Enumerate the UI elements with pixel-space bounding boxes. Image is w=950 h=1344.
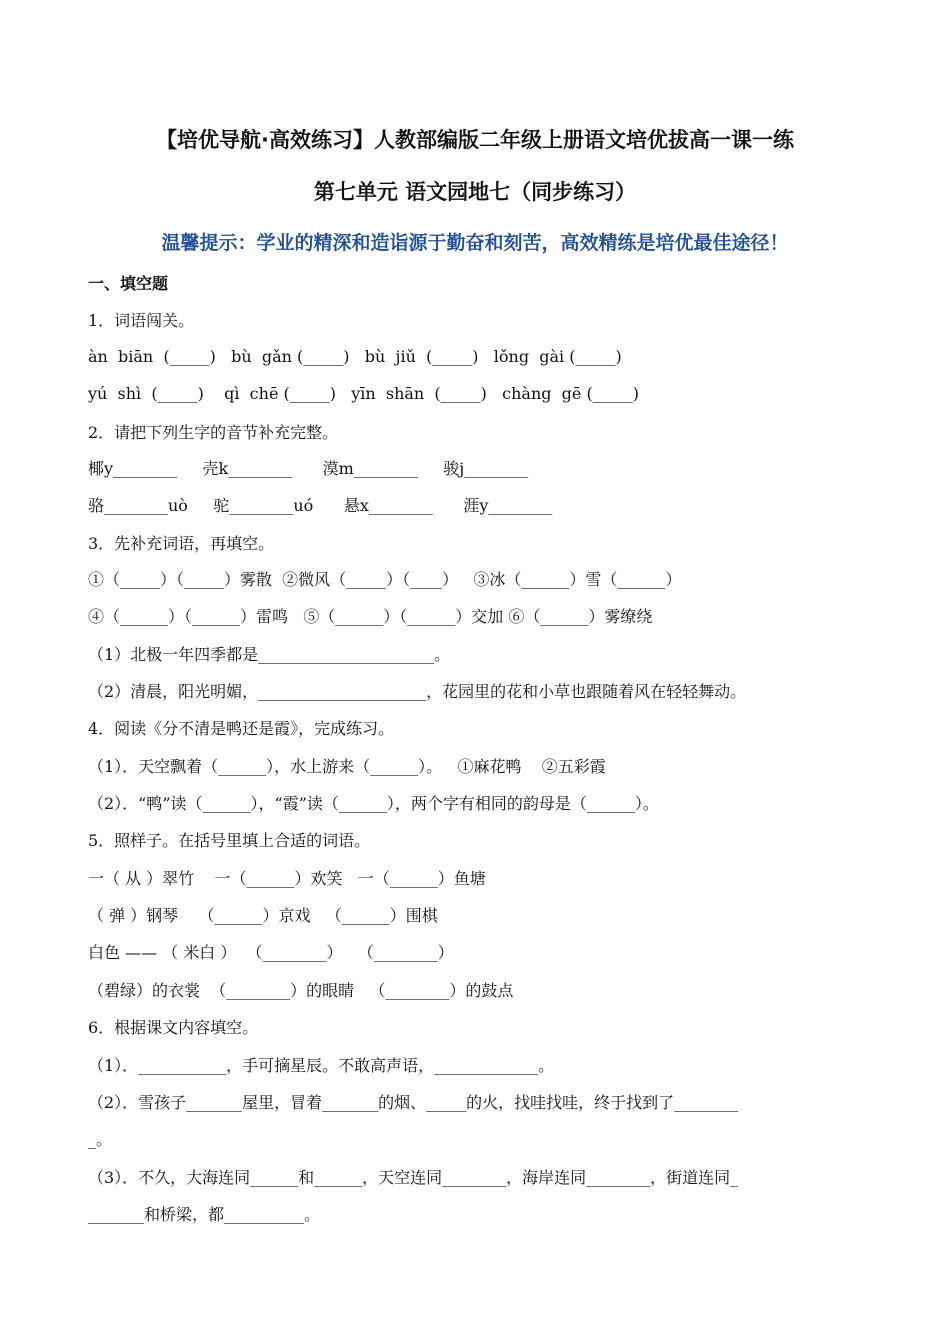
syllable-row-2: 骆________uò 驼________uó 悬x________ 涯y________ xyxy=(88,496,553,515)
syllable-row-1: 椰y________ 壳k________ 漠m________ 骏j________ xyxy=(88,459,529,478)
example-row-1: 一（ 从 ）翠竹 一（______）欢笑 一（______）鱼塘 xyxy=(88,869,486,888)
tip-banner: 温馨提示：学业的精深和造诣源于勤奋和刻苦，高效精练是培优最佳途径！ xyxy=(161,232,789,254)
question-2-title: 2．请把下列生字的音节补充完整。 xyxy=(88,423,339,442)
pinyin-row-2: yú shì (_____) qì chē (_____) yīn shān (_____) chàng gē (_____) xyxy=(88,384,639,403)
example-row-4: （碧绿）的衣裳 （________）的眼睛 （________）的鼓点 xyxy=(88,981,514,1000)
question-6-sub-2: （2）．雪孩子_______屋里，冒着_______的烟、_____的火，找哇找哇，终于找到了________ xyxy=(88,1093,739,1112)
question-6-sub-3-cont: _______和桥梁，都__________。 xyxy=(88,1205,321,1224)
question-3-title: 3．先补充词语，再填空。 xyxy=(88,534,275,553)
idiom-row-1: ①（_____）（_____）雾散 ②微风（_____）（____） ③冰（______）雪（______） xyxy=(88,570,682,589)
section-title: 一、填空题 xyxy=(88,274,169,293)
question-4-sub-1: （1）．天空飘着（______），水上游来（______）。 ①麻花鸭 ②五彩霞 xyxy=(88,757,606,776)
question-1-title: 1．词语闯关。 xyxy=(88,311,195,330)
question-4-sub-2: （2）．“鸭”读（______），“霞”读（______），两个字有相同的韵母是（______）。 xyxy=(88,794,659,813)
question-6-sub-1: （1）．___________，手可摘星辰。不敢高声语，_____________。 xyxy=(88,1056,555,1075)
question-6-sub-2-cont: _。 xyxy=(88,1130,113,1149)
question-6-title: 6．根据课文内容填空。 xyxy=(88,1018,259,1037)
question-5-title: 5．照样子。在括号里填上合适的词语。 xyxy=(88,831,371,850)
example-row-3: 白色 —— （ 米白 ） （________） （________） xyxy=(88,943,454,962)
example-row-2: （ 弹 ）钢琴 （______）京戏 （______）围棋 xyxy=(88,906,438,925)
question-4-title: 4．阅读《分不清是鸭还是霞》，完成练习。 xyxy=(88,719,395,738)
unit-subtitle: 第七单元 语文园地七（同步练习） xyxy=(313,180,637,204)
question-3-sub-2: （2）清晨，阳光明媚，_____________________，花园里的花和小草也跟随着风在轻轻舞动。 xyxy=(88,682,747,701)
worksheet-title: 【培优导航·高效练习】人教部编版二年级上册语文培优拔高一课一练 xyxy=(156,128,794,152)
question-6-sub-3: （3）．不久，大海连同______和______，天空连同________，海岸连同________，街道连同_ xyxy=(88,1168,739,1187)
question-3-sub-1: （1）北极一年四季都是______________________。 xyxy=(88,645,451,664)
idiom-row-2: ④（______）（______）雷鸣 ⑤（______）（______）交加 ⑥（______）雾缭绕 xyxy=(88,607,653,626)
pinyin-row-1: àn biān (_____) bù gǎn (_____) bù jiǔ (_____) lǒng gài (_____) xyxy=(88,347,622,366)
